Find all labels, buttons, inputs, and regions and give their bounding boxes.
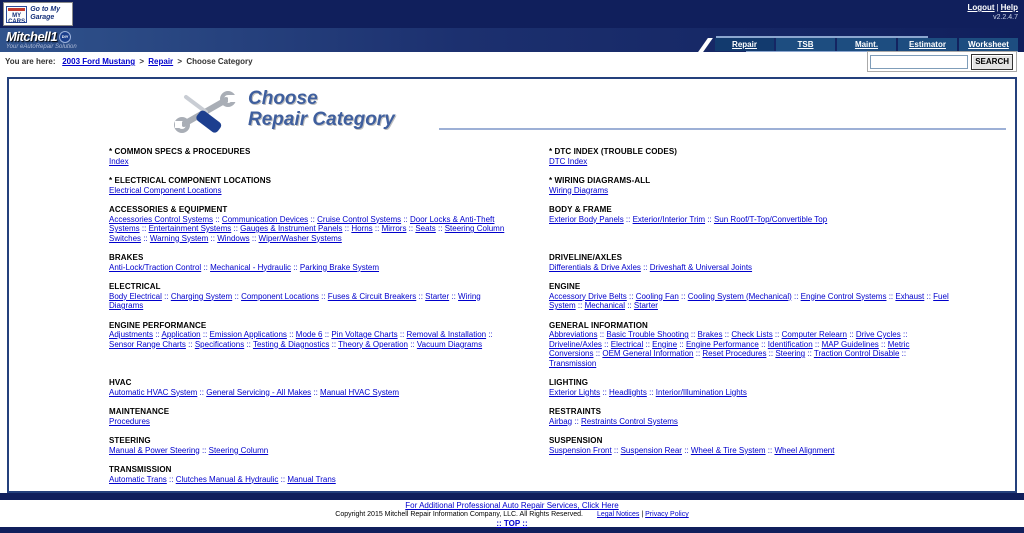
link-separator: :: [185,339,195,349]
category-link[interactable]: MAP Guidelines [821,339,879,349]
link-separator: :: [406,224,416,233]
link-separator: :: [597,330,607,339]
category-section [549,205,989,243]
tab-worksheet[interactable]: Worksheet [959,38,1018,51]
category-title: HVAC [109,378,132,387]
brand-logo [6,29,77,50]
category-title: ACCESSORIES & EQUIPMENT [109,205,228,214]
category-link[interactable]: Warning System [149,233,209,243]
link-separator: :: [232,291,242,301]
category-grid [9,131,1015,494]
category-links [549,330,949,368]
category-link[interactable]: Steering Column [208,445,269,455]
category-title: * DTC INDEX (TROUBLE CODES) [549,147,678,156]
breadcrumb-prefix: You are here: [5,57,56,66]
category-link[interactable]: Automatic Trans [109,474,167,484]
link-separator: :: [611,445,621,455]
privacy-policy-link[interactable]: Privacy Policy [645,511,689,518]
category-links [109,263,509,273]
category-link[interactable]: Traction Control Disable [813,349,900,358]
category-links [549,446,949,456]
category-link[interactable]: Automatic HVAC System [109,387,198,397]
category-link[interactable]: Application [161,330,201,339]
category-link[interactable]: Electrical Component Locations [109,185,222,195]
tab-tsb[interactable]: TSB [776,38,835,51]
category-title: BRAKES [109,253,144,262]
category-title: ENGINE [549,282,581,291]
link-separator: :: [153,330,162,339]
link-separator: :: [600,387,610,397]
tab-repair[interactable]: Repair [715,38,774,51]
category-link[interactable]: Headlights [609,387,647,397]
link-separator: :: [342,224,352,233]
category-link[interactable]: Starter [425,291,450,301]
link-separator: :: [166,474,176,484]
link-separator: :: [812,339,822,349]
help-link[interactable]: Help [1000,3,1018,12]
category-link[interactable]: Theory & Operation [338,339,408,349]
category-link[interactable]: Sun Roof/T-Top/Convertible Top [713,214,828,224]
category-link[interactable]: Mechanical - Hydraulic [210,262,291,272]
category-section [109,282,549,311]
category-link[interactable]: Mirrors [381,224,407,233]
page-header [9,79,1015,131]
category-links [549,417,949,427]
category-link[interactable]: Drive Cycles [855,330,901,339]
link-separator: :: [626,291,636,301]
link-separator: :: [397,330,407,339]
category-link[interactable]: Procedures [109,416,150,426]
category-title: STEERING [109,436,151,445]
link-separator: :: [899,349,907,358]
link-separator: :: [765,445,775,455]
category-section [109,253,549,272]
crossed-tools-icon [172,88,238,134]
category-link[interactable]: Abbreviations [549,330,598,339]
link-separator: :: [677,339,686,349]
link-separator: :: [311,387,321,397]
footer-divider: | [641,511,644,518]
category-link[interactable]: Exterior Lights [549,387,601,397]
nav-tabs [715,38,1018,51]
link-separator: :: [575,301,585,310]
header-rule [439,128,1006,130]
category-link[interactable]: Windows [217,233,250,243]
tab-maint[interactable]: Maint. [837,38,896,51]
category-title: BODY & FRAME [549,205,612,214]
category-link[interactable]: Cooling Fan [635,291,679,301]
category-link[interactable]: Suspension Rear [620,445,682,455]
category-link[interactable]: Identification [767,339,813,349]
category-section [549,176,989,195]
link-separator: :: [278,474,288,484]
version-label: v2.2.4.7 [993,14,1018,21]
category-links [549,292,949,311]
link-separator: :: [766,349,776,358]
category-links [109,446,509,456]
main-panel [7,77,1017,493]
tab-estimator[interactable]: Estimator [898,38,957,51]
category-link[interactable]: Check Lists [731,330,773,339]
logout-link[interactable]: Logout [967,3,995,12]
category-title: * ELECTRICAL COMPONENT LOCATIONS [109,176,272,185]
category-section [109,176,549,195]
breadcrumb-row [0,52,1024,77]
link-separator: :: [416,291,426,301]
category-title: SUSPENSION [549,436,603,445]
category-link[interactable]: Steering [775,349,806,358]
category-links [109,292,509,311]
category-link[interactable]: Interior/Illumination Lights [655,387,747,397]
category-link[interactable]: Driveline/Axles [549,339,602,349]
category-link[interactable]: Brakes [697,330,723,339]
link-separator: :: [643,339,653,349]
category-link[interactable]: Sensor Range Charts [109,339,186,349]
breadcrumb-vehicle-link[interactable]: 2003 Ford Mustang [62,57,136,66]
link-separator: :: [318,291,328,301]
footer-bar-top [0,493,1024,500]
category-links [109,157,509,167]
link-separator: :: [601,339,611,349]
category-links [109,388,509,398]
promo-link[interactable]: For Additional Professional Auto Repair Services, Click Here [405,501,619,510]
category-link[interactable]: Wheel & Tire System [690,445,766,455]
category-links [549,388,949,398]
category-link[interactable]: Gauges & Instrument Panels [240,224,343,233]
category-title: MAINTENANCE [109,407,170,416]
category-link[interactable]: Cruise Control Systems [317,214,402,224]
link-separator: :: [772,330,782,339]
link-separator: :: [791,291,801,301]
link-separator: :: [688,330,698,339]
category-section [109,321,549,369]
link-separator: :: [900,330,908,339]
category-link[interactable]: Wheel Alignment [774,445,835,455]
link-separator: :: [640,262,650,272]
category-links [549,157,949,167]
category-link[interactable]: Mechanical [584,301,626,310]
category-link[interactable]: General Servicing - All Makes [206,387,312,397]
category-links [109,215,509,244]
category-link[interactable]: Suspension Front [549,445,612,455]
link-separator: :: [231,224,241,233]
search-box [867,51,1017,72]
link-separator: :: [625,301,634,310]
link-separator: :: [486,330,493,339]
tab-slash-decoration [698,38,713,52]
category-link[interactable]: Entertainment Systems [148,224,232,233]
link-separator: :: [722,330,732,339]
top-bar [0,0,1024,28]
link-separator: :: [572,416,582,426]
link-separator: :: [141,233,150,243]
category-section [549,253,989,272]
category-section [549,378,989,397]
category-title: RESTRAINTS [549,407,602,416]
category-link[interactable]: Exterior/Interior Trim [632,214,706,224]
category-link[interactable]: Exterior Body Panels [549,214,624,224]
category-section [549,147,989,166]
category-link[interactable]: Seats [415,224,436,233]
category-link[interactable]: Accessory Drive Belts [549,291,627,301]
category-links [109,186,509,196]
category-link[interactable]: Electrical [610,339,644,349]
category-links [549,186,949,196]
garage-label: Go to My Garage [30,6,61,21]
link-separator: :: [322,330,332,339]
category-link[interactable]: Transmission [549,358,597,368]
link-separator: :: [401,214,410,224]
link-divider: | [996,3,999,12]
search-input[interactable] [870,55,968,69]
link-separator: :: [449,291,459,301]
category-link[interactable]: Emission Applications [209,330,287,339]
category-section [109,436,549,455]
link-separator: :: [646,387,656,397]
category-title: * COMMON SPECS & PROCEDURES [109,147,251,156]
category-section [549,436,989,455]
category-link[interactable]: Starter [633,301,658,310]
link-separator: :: [681,445,691,455]
category-links [109,330,509,349]
category-link[interactable]: Airbag [549,416,573,426]
link-separator: :: [329,339,339,349]
category-links [109,475,509,485]
category-link[interactable]: Exhaust [895,291,925,301]
category-link[interactable]: Removal & Installation [406,330,487,339]
link-separator: :: [201,262,211,272]
category-link[interactable]: Mode 6 [295,330,323,339]
category-link[interactable]: Manual & Power Steering [109,445,200,455]
link-separator: :: [161,291,171,301]
category-link[interactable]: Door Locks & Anti-Theft Systems [109,214,495,233]
link-separator: :: [878,339,888,349]
link-separator: :: [678,291,688,301]
copyright-text: Copyright 2015 Mitchell Repair Information Company, LLC. All Rights Reserved. [335,511,583,518]
link-separator: :: [213,214,222,224]
category-link[interactable]: Testing & Diagnostics [252,339,330,349]
link-separator: :: [593,349,603,358]
category-link[interactable]: Adjustments [109,330,154,339]
category-link[interactable]: Index [109,156,129,166]
category-link[interactable]: Computer Relearn [781,330,847,339]
category-link[interactable]: Wiper/Washer Systems [258,233,342,243]
link-separator: :: [407,339,417,349]
category-section [549,407,989,426]
category-link[interactable]: Parking Brake System [299,262,380,272]
category-links [549,263,949,273]
category-link[interactable]: OEM General Information [602,349,694,358]
category-link[interactable]: Metric Conversions [549,339,910,358]
category-link[interactable]: Manual HVAC System [320,387,400,397]
link-separator: :: [249,233,259,243]
category-links [109,417,509,427]
link-separator: :: [886,291,896,301]
category-links [549,215,949,225]
category-link[interactable]: Vacuum Diagrams [416,339,483,349]
breadcrumb-repair-link[interactable]: Repair [148,57,174,66]
link-separator: :: [758,339,768,349]
go-to-my-garage-button[interactable] [3,2,73,26]
link-separator: :: [924,291,934,301]
link-separator: :: [623,214,633,224]
category-link[interactable]: Restraints Control Systems [581,416,678,426]
legal-notices-link[interactable]: Legal Notices [596,511,640,518]
link-separator: :: [705,214,714,224]
category-link[interactable]: DTC Index [549,156,588,166]
category-link[interactable]: Accessories Control Systems [109,214,214,224]
link-separator: :: [200,330,210,339]
category-section [549,282,989,311]
category-title: ELECTRICAL [109,282,161,291]
breadcrumb-separator: > [177,57,183,66]
footer [0,500,1024,527]
category-link[interactable]: Driveshaft & Universal Joints [649,262,753,272]
category-link[interactable]: Horns [351,224,373,233]
category-title: DRIVELINE/AXLES [549,253,623,262]
category-section [109,147,549,166]
page-title: Choose Repair Category [248,88,395,130]
category-section [109,407,549,426]
category-section [109,378,549,397]
category-link[interactable]: Component Locations [241,291,319,301]
category-section [109,205,549,243]
category-link[interactable]: Charging System [170,291,233,301]
category-link[interactable]: Basic Trouble Shooting [606,330,689,339]
brand-tagline: Your eAutoRepair Solution [6,44,77,50]
category-title: TRANSMISSION [109,465,172,474]
link-separator: :: [244,339,253,349]
link-separator: :: [286,330,296,339]
category-link[interactable]: Clutches Manual & Hydraulic [175,474,279,484]
link-separator: :: [693,349,703,358]
link-separator: :: [208,233,218,243]
category-link[interactable]: Fuel System [549,291,949,310]
category-section [109,465,549,484]
link-separator: :: [139,224,149,233]
category-link[interactable]: Differentials & Drive Axles [549,262,641,272]
category-title: GENERAL INFORMATION [549,320,648,330]
category-link[interactable]: Fuses & Circuit Breakers [327,291,417,301]
category-link[interactable]: Wiring Diagrams [109,291,481,310]
breadcrumb-current: Choose Category [186,57,253,66]
category-link[interactable]: Manual Trans [287,474,336,484]
logo-bar [0,28,1024,52]
category-title: * WIRING DIAGRAMS-ALL [549,176,651,185]
my-cars-plate-icon: MY CARS [6,6,27,23]
diy-badge-icon: DIY [59,31,71,43]
top-right-links [967,3,1018,21]
category-link[interactable]: Engine [652,339,678,349]
mitchell1-logo: Mitchell1 [6,29,58,44]
search-button[interactable]: SEARCH [971,54,1013,70]
link-separator: :: [435,224,445,233]
category-section [549,465,989,484]
category-link[interactable]: Cooling System (Mechanical) [687,291,792,301]
breadcrumb-separator: > [139,57,145,66]
link-separator: :: [846,330,856,339]
category-link[interactable]: Engine Control Systems [800,291,887,301]
category-link[interactable]: Reset Procedures [702,349,767,358]
top-anchor-link[interactable]: :: TOP :: [496,519,528,528]
category-link[interactable]: Steering Column Switches [109,224,505,243]
category-link[interactable]: Engine Performance [685,339,759,349]
category-link[interactable]: Pin Voltage Charts [331,330,398,339]
category-section [549,321,989,369]
link-separator: :: [291,262,300,272]
category-title: ENGINE PERFORMANCE [109,320,207,330]
category-link[interactable]: Specifications [194,339,245,349]
category-link[interactable]: Body Electrical [109,291,162,301]
category-title: LIGHTING [549,378,589,387]
link-separator: :: [372,224,382,233]
link-separator: :: [199,445,209,455]
category-link[interactable]: Wiring Diagrams [549,185,609,195]
link-separator: :: [197,387,207,397]
link-separator: :: [308,214,318,224]
link-separator: :: [805,349,814,358]
category-link[interactable]: Communication Devices [221,214,309,224]
category-link[interactable]: Anti-Lock/Traction Control [109,262,202,272]
